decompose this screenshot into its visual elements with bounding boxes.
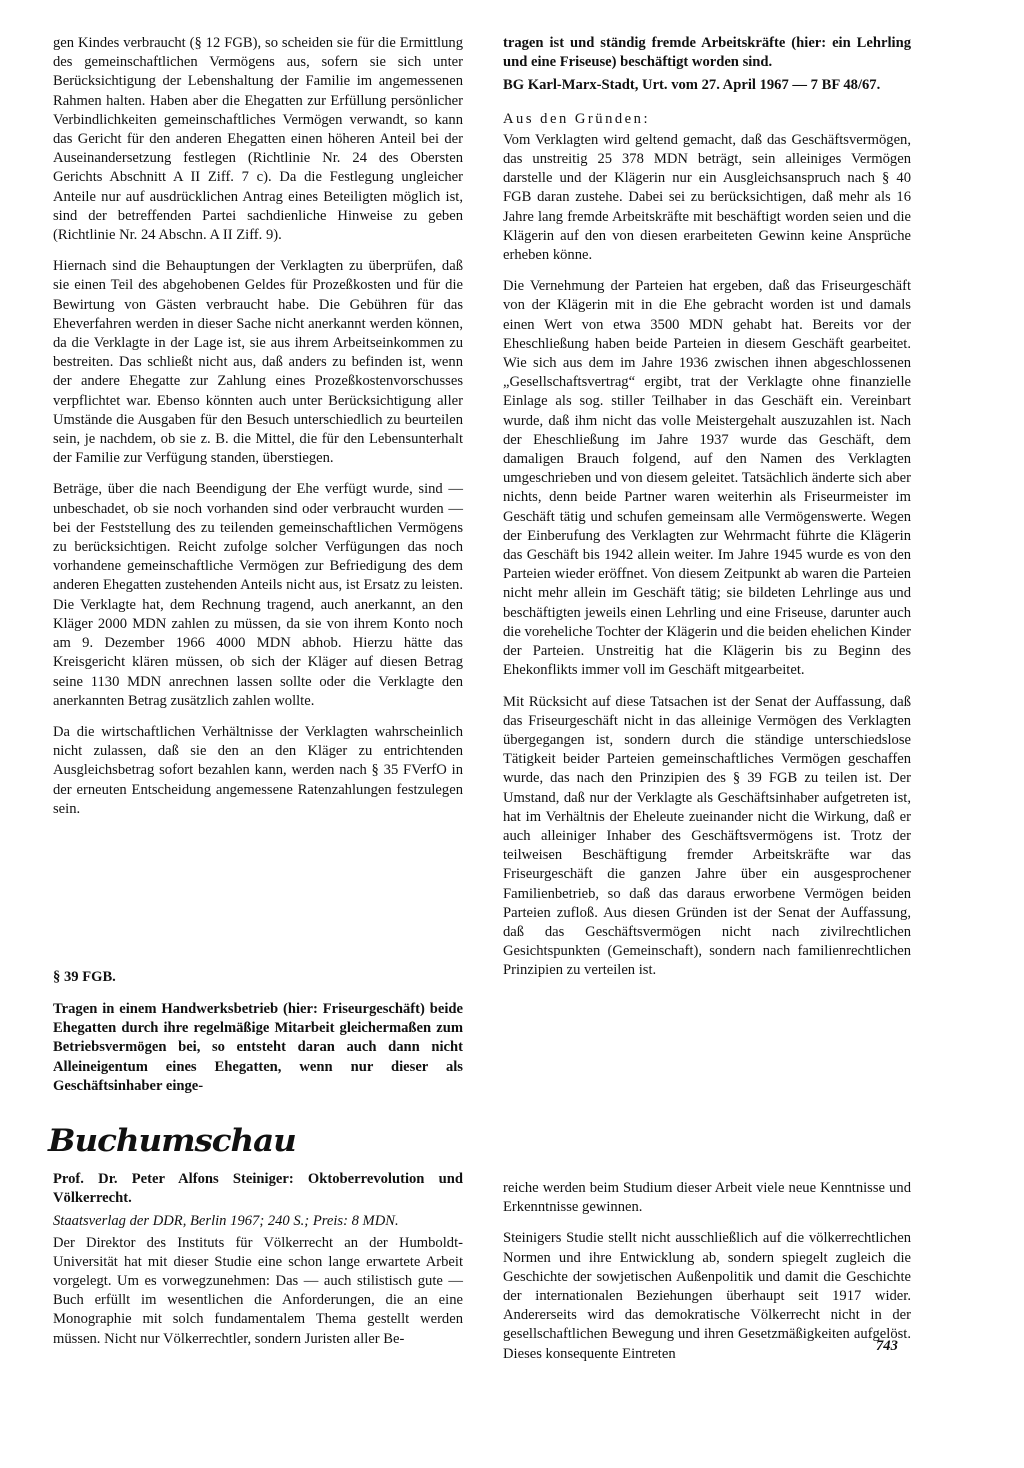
headnote: Tragen in einem Handwerksbetrieb (hier: Friseurgeschäft) beide Ehegatten durch ihre regelmäßige Mitarbeit gleichermaßen zum Betriebsvermögen bei, so entsteht daran auch dann nicht Alleineigentum eines Ehegatten, wenn nur dieser als Geschäftsinhaber einge- (53, 1001, 463, 1094)
left-column-top (53, 34, 463, 831)
paragraph: Hiernach sind die Behauptungen der Verklagten zu überprüfen, daß sie einen Teil des abgehobenen Geldes für Prozeßkosten und für die Bewirtung von Gästen verbraucht habe. Die Gebühren für das Eheverfahren werden in dieser Sache nicht anerkannt werden können, da die Verklagte in der Lage ist, sie aus ihrem Arbeitseinkommen zu bestreiten. Das schließt nicht aus, daß anders zu befinden ist, wenn der andere Ehegatte zur Zahlung eines Prozeßkostenvorschusses verpflichtet war. Ebenso könnten auch unter Berücksichtigung aller Umstände die Ausgaben für den Besuch unterschiedlich zu beurteilen sein, je nachdem, ob sie z. B. die Mittel, die für den Lebensunterhalt der Familie zur Verfügung standen, überstiegen. (53, 258, 463, 467)
paragraph: Vom Verklagten wird geltend gemacht, daß das Geschäftsvermögen, das unstreitig 25 378 MDN beträgt, sein alleiniges Vermögen darstelle und der Klägerin nur ein Ausgleichsanspruch nach § 40 FGB daran zustehe. Dabei sei zu berücksichtigen, daß mehr als 16 Jahre lang fremde Arbeitskräfte mit beschäftigt worden seien und die Klägerin auf den von diesen erarbeiteten Gewinn keine Ansprüche erheben könne. (503, 131, 911, 264)
right-column-bottom (503, 1179, 911, 1376)
reasons-label: Aus den Gründen: (503, 110, 651, 127)
paragraph: Beträge, über die nach Beendigung der Ehe verfügt wurde, sind — unbeschadet, ob sie noch vorhanden sind oder verbraucht wurden — bei der Feststellung des zu teilenden gemeinschaftlichen Vermögens zu berücksichtigen. Reicht zufolge solcher Verfügungen das noch vorhandene gemeinschaftliche Vermögen zur Befriedigung des dem anderen Ehegatten zustehenden Anteils nicht aus, ist Ersatz zu leisten. Die Verklagte hat, dem Rechnung tragend, auch anerkannt, an den Kläger 2000 MDN zahlen zu müssen, da sie von ihrem Konto noch am 9. Dezember 1966 4000 MDN abhob. Hierzu hätte das Kreisgericht klären müssen, ob sich der Kläger auf diesen Betrag seine 1130 MDN anrechnen lassen sollte oder die Verklagte den anerkannten Betrag zusätzlich zahlen wollte. (53, 481, 463, 709)
paragraph: Da die wirtschaftlichen Verhältnisse der Verklagten wahrscheinlich nicht zulassen, daß sie den an den Kläger zu entrichtenden Ausgleichsbetrag sofort bezahlen kann, werden nach § 35 FVerfO in der erneuten Entscheidung angemessene Ratenzahlungen festzulegen sein. (53, 723, 463, 817)
book-heading: Prof. Dr. Peter Alfons Steiniger: Oktoberrevolution und Völkerrecht. (53, 1171, 463, 1207)
page-number: 743 (876, 1338, 898, 1354)
book-publisher: Staatsverlag der DDR, Berlin 1967; 240 S.; Preis: 8 MDN. (53, 1213, 399, 1230)
paragraph: gen Kindes verbraucht (§ 12 FGB), so scheiden sie für die Ermittlung des gemeinschaftlichen Vermögens aus, sofern sie sich unter Berücksichtigung der Lebenshaltung der Familie im angemessenen Rahmen halten. Haben aber die Ehegatten zur Erfüllung persönlicher Verbindlichkeiten gemeinschaftliches Vermögen verwandt, so kann das Gericht für den anderen Ehegatten einen höheren Anteil bei der Auseinandersetzung festlegen (Richtlinie Nr. 24 des Obersten Gerichts Abschnitt A II Ziff. 7 c). Da die Festlegung ungleicher Anteile nur auf ausdrücklichen Antrag eines Beteiligten möglich ist, sind der betreffenden Partei sachdienliche Hinweise zu geben (Richtlinie Nr. 24 Abschn. A II Ziff. 9). (53, 35, 463, 244)
paragraph: reiche werden beim Studium dieser Arbeit viele neue Kenntnisse und Erkenntnisse gewinnen. (503, 1180, 911, 1216)
right-column-top (503, 34, 911, 993)
paragraph: Steinigers Studie stellt nicht ausschließlich auf die völkerrechtlichen Normen und ihre Entwicklung ab, sondern spiegelt zugleich die Geschichte der sowjetischen Außenpolitik und damit die Geschichte der internationalen Beziehungen überhaupt seit 1917 wider. Andererseits wird das demokratische Völkerrecht nicht in der gesellschaftlichen Bewegung und ihren Gesetzmäßigkeiten aufgelöst. Dieses konsequente Eintreten (503, 1230, 911, 1362)
paragraph: Die Vernehmung der Parteien hat ergeben, daß das Friseurgeschäft von der Klägerin mit in die Ehe gebracht worden ist und damals einen Wert von etwa 3500 MDN gehabt hat. Bereits vor der Eheschließung haben beide Parteien in diesem Geschäft gearbeitet. Wie sich aus dem im Jahre 1936 zwischen ihnen abgeschlossenen „Gesellschaftsvertrag“ ergibt, trat der Verklagte ohne finanzielle Einlage als sog. stiller Teilhaber in das Geschäft ein. Vereinbart wurde, daß ihm nicht das volle Meistergehalt auszuzahlen ist. Nach der Eheschließung im Jahre 1937 wurde das Geschäft, dem damaligen Brauch folgend, auf den Namen des Verklagten umgeschrieben und von diesem geleitet. Tatsächlich änderte sich aber nichts, denn beide Partner waren weiterhin als Friseurmeister im Geschäft tätig und schufen gemeinsam alle Vermögenswerte. Wegen der Einberufung des Verklagten zur Wehrmacht führte die Klägerin das Geschäft bis 1942 allein weiter. Im Jahre 1945 wurde es von den Parteien wieder eröffnet. Von diesem Zeitpunkt ab waren die Parteien nicht mehr allein im Geschäft tätig; sie bildeten Lehrlinge aus und beschäftigten jeweils einen Lehrling und eine Friseuse, darunter auch die voreheliche Tochter der Klägerin und die beiden ehelichen Kinder der Parteien. Unstreitig hat die Klägerin bis zu Beginn des Ehekonflikts immer voll im Geschäft mitgearbeitet. (503, 278, 911, 679)
left-column-bottom (53, 1170, 463, 1361)
paragraph: Der Direktor des Instituts für Völkerrecht an der Humboldt-Universität hat mit dieser Studie eine schon lange erwartete Arbeit vorgelegt. Um es vorwegzunehmen: Das — auch stilistisch gute — Buch erfüllt im wesentlichen die Anforderungen, die an eine Monographie mit solch fundamentalem Thema gestellt werden müssen. Nicht nur Völkerrechtler, sondern Juristen aller Be- (53, 1234, 463, 1347)
court-citation: BG Karl-Marx-Stadt, Urt. vom 27. April 1967 — 7 BF 48/67. (503, 77, 881, 94)
headnote-continued: tragen ist und ständig fremde Arbeitskräfte (hier: ein Lehrling und eine Friseuse) beschäftigt worden sind. (503, 35, 911, 71)
section-reference: § 39 FGB. (53, 969, 116, 985)
paragraph: Mit Rücksicht auf diese Tatsachen ist der Senat der Auffassung, daß das Friseurgeschäft nicht in das alleinige Vermögen des Verklagten übergegangen ist, sondern durch die ständige unterschiedslose Tätigkeit beider Parteien gemeinschaftliches Vermögen geschaffen wurde, das nach den Prinzipien des § 39 FGB zu teilen ist. Der Umstand, daß nur der Verklagte als Geschäftsinhaber aufgetreten ist, hat im Verhältnis der Eheleute zueinander nicht die Wirkung, daß er auch alleiniger Inhaber des Geschäftsvermögens ist. Trotz der teilweisen Beschäftigung fremder Arbeitskräfte war das Friseurgeschäft die ganzen Jahre über ein ausgesprochener Familienbetrieb, so daß das daraus erworbene Vermögen beiden Parteien zufloß. Aus diesen Gründen ist der Senat der Auffassung, daß das Geschäftsvermögen nicht nach zivilrechtlichen Gesichtspunkten (Gemeinschaft), sondern nach familienrechtlichen Prinzipien zu verteilen ist. (503, 693, 911, 979)
section-title: Buchumschau (48, 1123, 296, 1159)
